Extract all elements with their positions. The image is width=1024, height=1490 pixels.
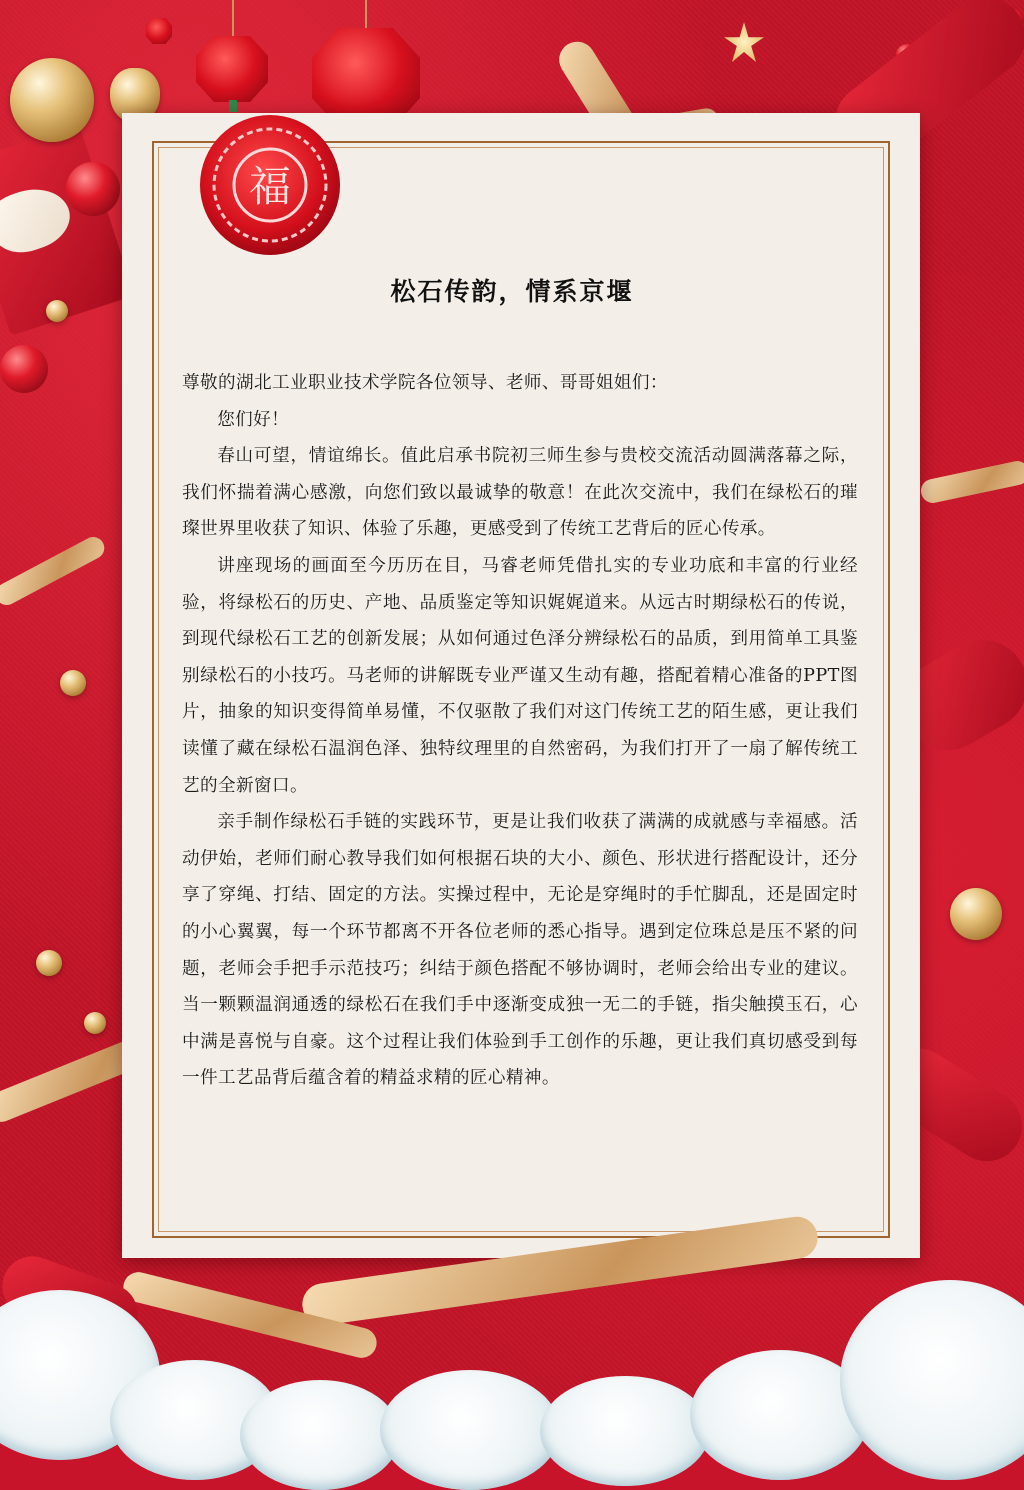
letter-title: 松石传韵，情系京堰 <box>390 277 634 306</box>
gold-ornament-ball <box>10 58 94 142</box>
fu-character-badge <box>185 110 355 260</box>
gold-bead <box>60 670 86 696</box>
letter-paragraph: 春山可望，情谊绵长。值此启承书院初三师生参与贵校交流活动圆满落幕之际，我们怀揣着满心感激，向您们致以最诚挚的敬意！在此次交流中，我们在绿松石的璀璨世界里收获了知识、体验了乐趣，更感受到了传统工艺背后的匠心传承。 <box>182 446 858 540</box>
small-red-lantern <box>146 18 172 44</box>
letter-paragraph: 讲座现场的画面至今历历在目，马睿老师凭借扎实的专业功底和丰富的行业经验，将绿松石的历史、产地、品质鉴定等知识娓娓道来。从远古时期绿松石的传说，到现代绿松石工艺的创新发展；从如何通过色泽分辨绿松石的品质，到用简单工具鉴别绿松石的小技巧。马老师的讲解既专业严谨又生动有趣，搭配着精心准备的PPT图片，抽象的知识变得简单易懂，不仅驱散了我们对这门传统工艺的陌生感，更让我们读懂了藏在绿松石温润色泽、独特纹理里的自然密码，为我们打开了一扇了解传统工艺的全新窗口。 <box>182 555 858 796</box>
gold-bead <box>36 950 62 976</box>
cloud-decoration <box>540 1376 710 1486</box>
lantern-string <box>232 0 234 40</box>
letter-body <box>182 365 858 1097</box>
red-ornament-ball <box>0 345 48 393</box>
letter-salutation: 尊敬的湖北工业职业技术学院各位领导、老师、哥哥姐姐们： <box>182 373 668 393</box>
cloud-decoration <box>380 1370 560 1490</box>
red-ornament-ball <box>66 162 120 216</box>
cloud-decoration <box>240 1380 400 1490</box>
lantern-string <box>365 0 367 30</box>
letter-paragraph: 亲手制作绿松石手链的实践环节，更是让我们收获了满满的成就感与幸福感。活动伊始，老师们耐心教导我们如何根据石块的大小、颜色、形状进行搭配设计，还分享了穿绳、打结、固定的方法。实操过程中，无论是穿绳时的手忙脚乱，还是固定时的小心翼翼，每一个环节都离不开各位老师的悉心指导。遇到定位珠总是压不紧的问题，老师会手把手示范技巧；纠结于颜色搭配不够协调时，老师会给出专业的建议。当一颗颗温润通透的绿松石在我们手中逐渐变成独一无二的手链，指尖触摸玉石，心中满是喜悦与自豪。这个过程让我们体验到手工创作的乐趣，更让我们真切感受到每一件工艺品背后蕴含着的精益求精的匠心精神。 <box>182 812 858 1089</box>
red-lantern <box>196 36 268 102</box>
gold-bead <box>84 1012 106 1034</box>
gold-ornament-ball <box>950 888 1002 940</box>
fu-character: 福 <box>248 162 292 211</box>
letter-greeting: 您们好！ <box>217 409 290 430</box>
